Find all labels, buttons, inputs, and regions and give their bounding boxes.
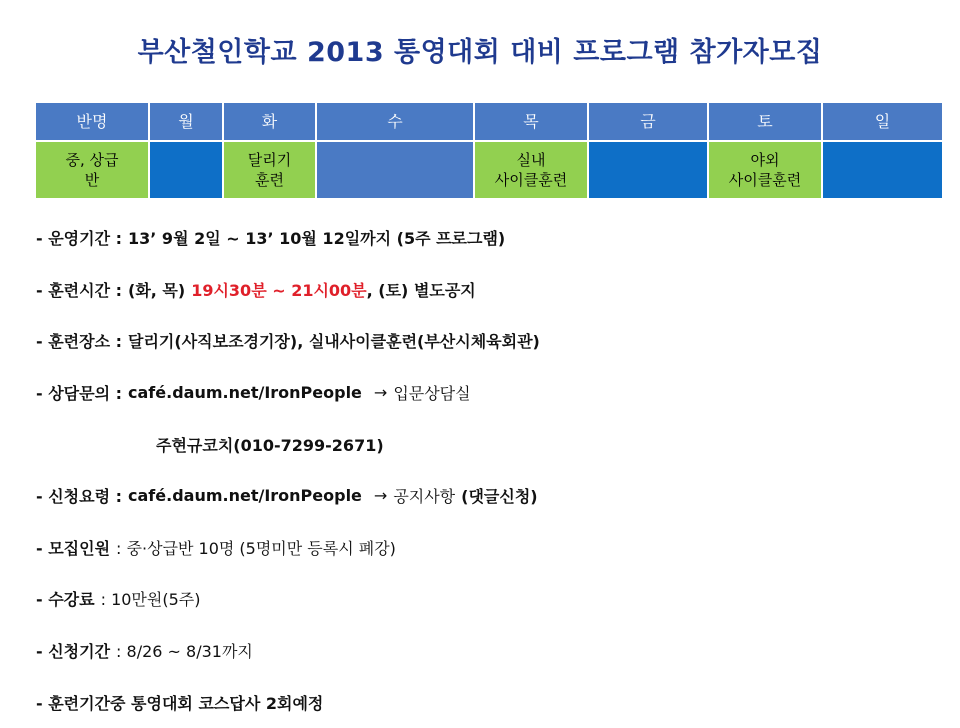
cell-wed: [316, 141, 474, 199]
header-wed: 수: [316, 102, 474, 141]
consult-target: 입문상담실: [393, 384, 471, 404]
cell-fri: [588, 141, 708, 199]
info-time: [36, 264, 936, 316]
period-value: 13’ 9월 2일 ~ 13’ 10월 12일까지 (5주 프로그램): [128, 229, 506, 249]
info-recruit: [36, 522, 936, 574]
apply-target: 공지사항: [393, 487, 456, 507]
header-fri: 금: [588, 102, 708, 141]
header-mon: 월: [149, 102, 223, 141]
header-tue: 화: [223, 102, 316, 141]
info-consult: [36, 367, 936, 419]
time-days: (화, 목): [128, 280, 186, 300]
period-label: - 운영기간 :: [36, 229, 123, 249]
weekly-schedule-table: [34, 101, 944, 200]
arrow-icon: →: [373, 383, 388, 403]
consult-coach: 주현규코치(010-7299-2671): [156, 435, 384, 455]
info-list: [36, 212, 936, 728]
header-sat: 토: [708, 102, 822, 141]
schedule-row: [35, 141, 943, 199]
info-coach: [36, 418, 936, 470]
header-sun: 일: [822, 102, 943, 141]
apply-period-value: : 8/26 ~ 8/31까지: [116, 642, 253, 662]
time-hours: 19시30분 ~ 21시00분: [191, 280, 367, 300]
cell-sun: [822, 141, 943, 199]
info-place: [36, 315, 936, 367]
apply-label: - 신청요령 :: [36, 487, 123, 507]
cell-thu: 실내 사이클훈련: [474, 141, 588, 199]
fee-value: : 10만원(5주): [100, 590, 201, 610]
recruit-label: - 모집인원: [36, 538, 111, 558]
place-value: 달리기(사직보조경기장), 실내사이클훈련(부산시체육회관): [128, 332, 540, 352]
apply-note: (댓글신청): [461, 487, 538, 507]
fee-label: - 수강료: [36, 590, 95, 610]
info-apply-period: [36, 625, 936, 677]
cell-sat: 야외 사이클훈련: [708, 141, 822, 199]
info-period: [36, 212, 936, 264]
cell-tue: 달리기 훈련: [223, 141, 316, 199]
consult-url: café.daum.net/IronPeople: [128, 383, 362, 403]
course-note: - 훈련기간중 통영대회 코스답사 2회예정: [36, 693, 324, 713]
apply-period-label: - 신청기간: [36, 642, 111, 662]
page-title: 부산철인학교 2013 통영대회 대비 프로그램 참가자모집: [137, 37, 823, 68]
recruit-value: : 중·상급반 10명 (5명미만 등록시 폐강): [116, 538, 396, 558]
header-class-name: 반명: [35, 102, 149, 141]
apply-url: café.daum.net/IronPeople: [128, 486, 362, 506]
consult-label: - 상담문의 :: [36, 384, 123, 404]
cell-mon: [149, 141, 223, 199]
info-course-note: [36, 676, 936, 728]
header-thu: 목: [474, 102, 588, 141]
cell-class-name: 중, 상급 반: [35, 141, 149, 199]
info-fee: [36, 573, 936, 625]
time-label: - 훈련시간 :: [36, 280, 123, 300]
time-rest: , (토) 별도공지: [366, 280, 476, 300]
schedule-header-row: [35, 102, 943, 141]
place-label: - 훈련장소 :: [36, 332, 123, 352]
arrow-icon: →: [373, 486, 388, 506]
info-apply: [36, 470, 936, 522]
